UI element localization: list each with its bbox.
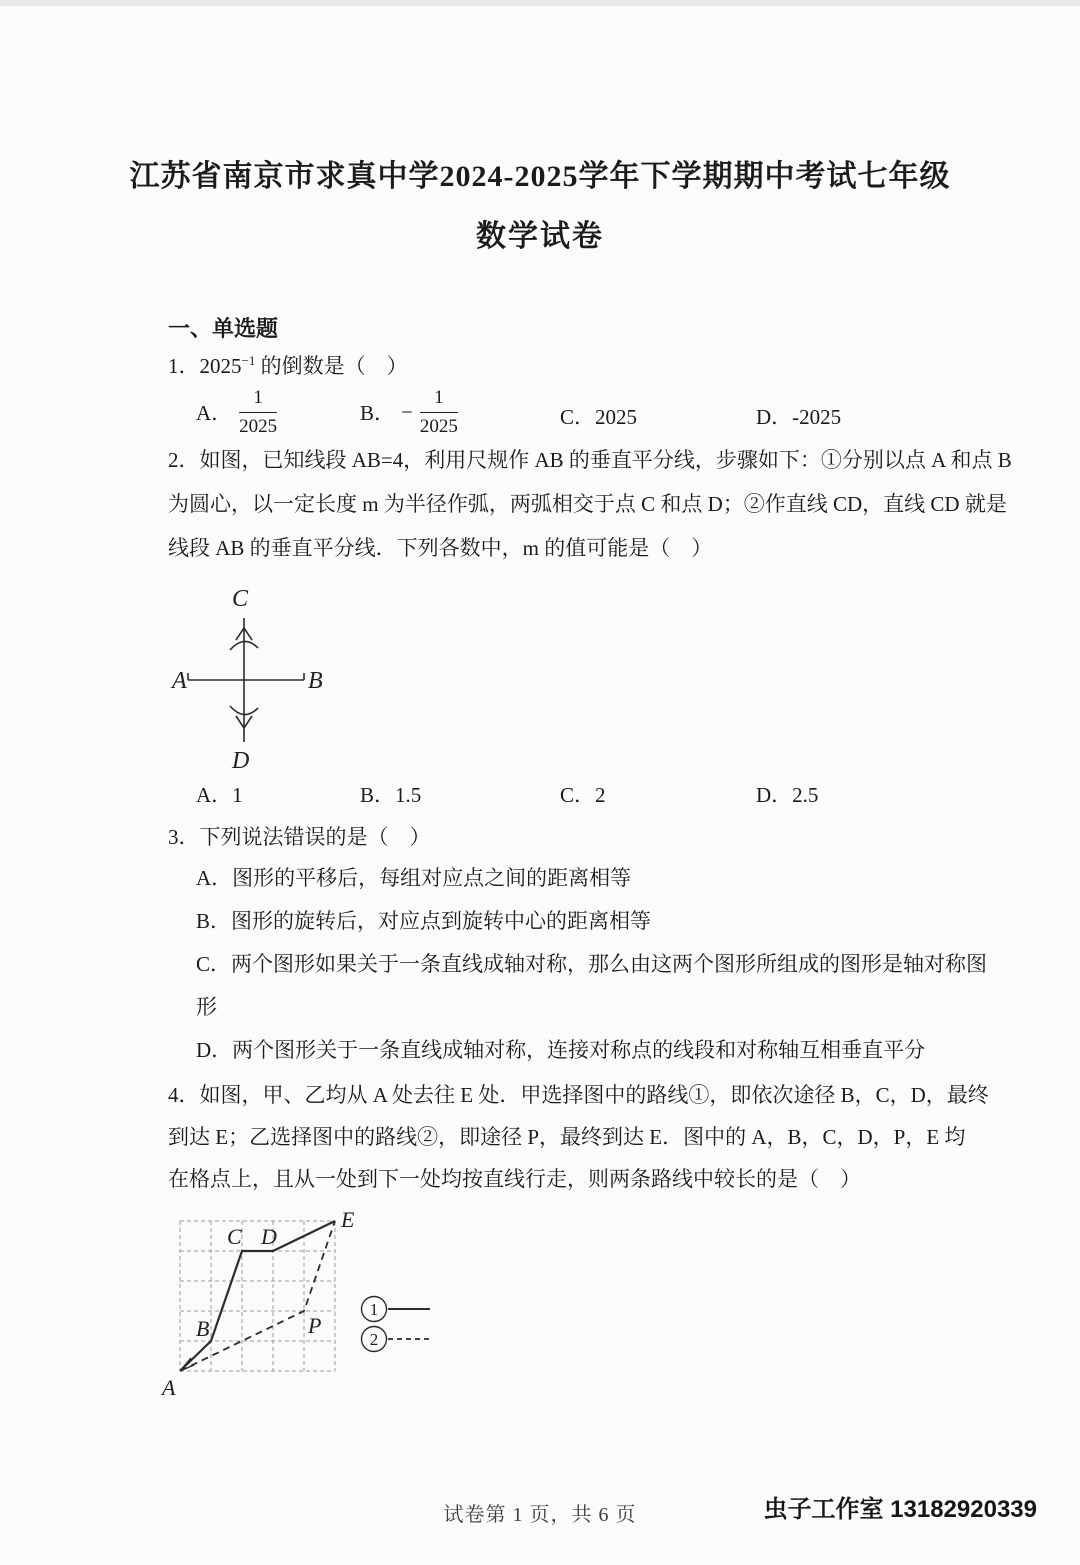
point-label-b: B (196, 1316, 210, 1341)
legend-symbol-2: 2 (369, 1330, 379, 1349)
point-label-p: P (308, 1313, 322, 1338)
q2-option-b-label: B． (360, 783, 396, 807)
point-label-e: E (341, 1207, 355, 1232)
q1-number: 1． (168, 354, 200, 378)
q4-figure-grid-routes (158, 1207, 468, 1407)
q1-option-c-text: 2025 (595, 405, 638, 429)
q1-option-d-label: D． (756, 405, 793, 429)
fraction-numerator: 1 (239, 386, 277, 413)
route-1-path (180, 1221, 335, 1371)
q2-line: 线段 AB 的垂直平分线．下列各数中，m 的值可能是（ ） (168, 536, 713, 560)
q1-option-b-label: B． (360, 401, 396, 425)
q1-base: 2025 (199, 354, 242, 378)
q2-option-c (560, 779, 606, 809)
q1-option-c (560, 401, 637, 431)
q2-line: 为圆心，以一定长度 m 为半径作弧，两弧相交于点 C 和点 D；②作直线 CD，直线 CD 就是 (168, 492, 1007, 516)
q3-option-a: A．图形的平移后，每组对应点之间的距离相等 (196, 866, 632, 890)
section-heading: 一、单选题 (168, 316, 279, 341)
q1-stem (168, 350, 408, 380)
legend-symbol-1: 1 (369, 1300, 379, 1319)
fraction-denominator: 2025 (419, 415, 458, 437)
q2-option-d-text: 2.5 (792, 783, 819, 807)
q2-option-a (196, 779, 243, 809)
minus-sign: − (401, 399, 413, 424)
q3-option-c-wrap: 形 (196, 995, 217, 1019)
q2-option-c-text: 2 (595, 783, 606, 807)
fraction-denominator: 2025 (239, 415, 278, 437)
q1-option-c-label: C． (560, 405, 596, 429)
q2-figure-perpendicular-bisector (172, 584, 332, 774)
studio-watermark: 虫子工作室 13182920339 (763, 1496, 1037, 1523)
point-label-c: C (232, 586, 249, 612)
point-label-d: D (261, 1224, 277, 1249)
q1-option-d (756, 401, 841, 431)
point-label-c: C (227, 1224, 242, 1249)
q1-option-a-fraction (239, 386, 277, 439)
point-label-b: B (308, 668, 323, 694)
point-label-a: A (162, 1375, 176, 1400)
q4-line: 在格点上，且从一处到下一处均按直线行走，则两条路线中较长的是（ ） (168, 1167, 861, 1191)
route-legend (362, 1297, 431, 1352)
q1-option-b (360, 383, 458, 441)
q2-option-b-text: 1.5 (395, 783, 422, 807)
page-number-footer: 试卷第 1 页，共 6 页 (443, 1504, 637, 1526)
q3-option-b: B．图形的旋转后，对应点到旋转中心的距离相等 (196, 909, 652, 933)
q4-line: 4．如图，甲、乙均从 A 处去往 E 处．甲选择图中的路线①，即依次途径 B，C，D，最终 (168, 1083, 989, 1107)
point-label-a: A (172, 668, 187, 694)
q1-stem-text: 的倒数是（ ） (255, 354, 408, 378)
q2-option-d (756, 779, 818, 809)
q2-option-a-label: A． (196, 783, 233, 807)
q3-option-d: D．两个图形关于一条直线成轴对称，连接对称点的线段和对称轴互相垂直平分 (196, 1038, 926, 1062)
q2-line: 2．如图，已知线段 AB=4，利用尺规作 AB 的垂直平分线，步骤如下：①分别以点 A 和点 B (168, 448, 1012, 472)
q1-exponent: −1 (241, 353, 256, 368)
q3-option-c: C．两个图形如果关于一条直线成轴对称，那么由这两个图形所组成的图形是轴对称图 (196, 952, 988, 976)
doc-title-line2: 数学试卷 (476, 220, 604, 253)
doc-title-line1: 江苏省南京市求真中学2024-2025学年下学期期中考试七年级 (129, 160, 951, 193)
q2-option-b (360, 779, 421, 809)
point-label-d: D (232, 748, 250, 774)
q2-option-c-label: C． (560, 783, 596, 807)
q2-option-d-label: D． (756, 783, 793, 807)
q1-option-a-label: A． (196, 401, 233, 425)
q3-stem: 3．下列说法错误的是（ ） (168, 825, 431, 849)
q1-option-d-text: -2025 (792, 405, 842, 429)
q1-option-b-fraction (420, 386, 458, 439)
q2-option-a-text: 1 (232, 783, 243, 807)
scan-edge-shadow (0, 0, 1080, 6)
q4-line: 到达 E；乙选择图中的路线②，即途径 P，最终到达 E．图中的 A，B，C，D，P，E 均 (168, 1125, 966, 1149)
q1-option-a (196, 383, 277, 441)
fraction-numerator: 1 (420, 386, 458, 413)
